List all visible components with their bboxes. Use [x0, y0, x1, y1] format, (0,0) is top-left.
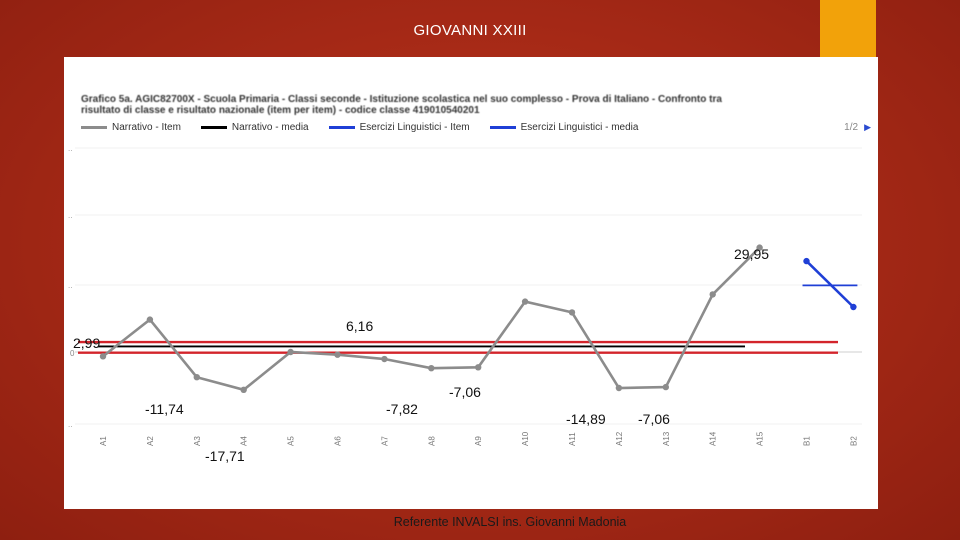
x-tick-label: A3: [192, 436, 202, 446]
data-point: [287, 349, 293, 355]
x-tick-label: A4: [239, 436, 249, 446]
legend-label: Narrativo - media: [231, 121, 309, 133]
data-point: [194, 374, 200, 380]
x-tick-label: B1: [802, 436, 812, 446]
legend-label: Narrativo - Item: [112, 121, 181, 133]
annotation-label: 2,99: [73, 335, 101, 351]
x-tick-label: A14: [708, 431, 718, 446]
gridline-dots: ..: [68, 420, 73, 429]
slide-title: GIOVANNI XXIII: [413, 22, 527, 39]
data-point: [428, 365, 434, 371]
data-point: [663, 384, 669, 390]
x-tick-label: A6: [333, 436, 343, 446]
legend-label: Esercizi Linguistici - Item: [359, 121, 470, 133]
x-tick-label: A8: [427, 436, 437, 446]
x-tick-label: A7: [380, 436, 390, 446]
annotation-label: -17,71: [205, 448, 245, 464]
x-tick-label: A9: [474, 436, 484, 446]
data-point: [803, 258, 809, 264]
x-tick-label: A13: [661, 431, 671, 446]
annotation-label: -7,82: [386, 401, 418, 417]
legend-next-arrow-icon[interactable]: ▶: [864, 121, 871, 132]
data-point: [241, 387, 247, 393]
annotation-label: 29,95: [734, 246, 770, 262]
gridline-dots: ..: [68, 281, 73, 290]
x-tick-label: A11: [568, 432, 577, 446]
data-point: [147, 316, 153, 322]
x-tick-label: A10: [521, 431, 531, 446]
data-point: [522, 298, 528, 304]
data-point: [710, 291, 716, 297]
data-point: [381, 356, 387, 362]
annotation-label: 6,16: [346, 318, 374, 334]
data-point: [850, 304, 856, 310]
annotation-label: -11,74: [145, 401, 184, 417]
x-tick-label: A12: [614, 431, 624, 446]
x-tick-label: A15: [755, 431, 765, 446]
data-point: [569, 309, 575, 315]
x-tick-label: A5: [286, 436, 296, 446]
series-line: [807, 261, 854, 307]
data-point: [475, 364, 481, 370]
chart-title-line2: risultato di classe e risultato nazionale (item per item) - codice classe 419010540201: [81, 105, 480, 116]
x-tick-label: B2: [849, 436, 859, 446]
data-point: [100, 353, 106, 359]
legend-page-indicator: 1/2: [844, 121, 859, 133]
chart-title-line1: Grafico 5a. AGIC82700X - Scuola Primaria - Classi seconde - Istituzione scolastica nel suo complesso - Prova di Italiano - Confronto tra: [81, 94, 722, 105]
legend-label: Esercizi Linguistici - media: [520, 121, 639, 133]
annotation-label: -14,89: [566, 411, 606, 427]
x-tick-label: A2: [145, 436, 155, 446]
zero-tick-label: 0: [70, 349, 75, 358]
footer-credit: Referente INVALSI ins. Giovanni Madonia: [393, 515, 627, 529]
x-tick-label: A1: [99, 436, 108, 446]
gridline-dots: ..: [68, 211, 73, 220]
gridline-dots: ..: [68, 144, 73, 153]
data-point: [616, 385, 622, 391]
annotation-label: -7,06: [638, 411, 670, 427]
data-point: [334, 352, 340, 358]
annotation-label: -7,06: [449, 384, 481, 400]
